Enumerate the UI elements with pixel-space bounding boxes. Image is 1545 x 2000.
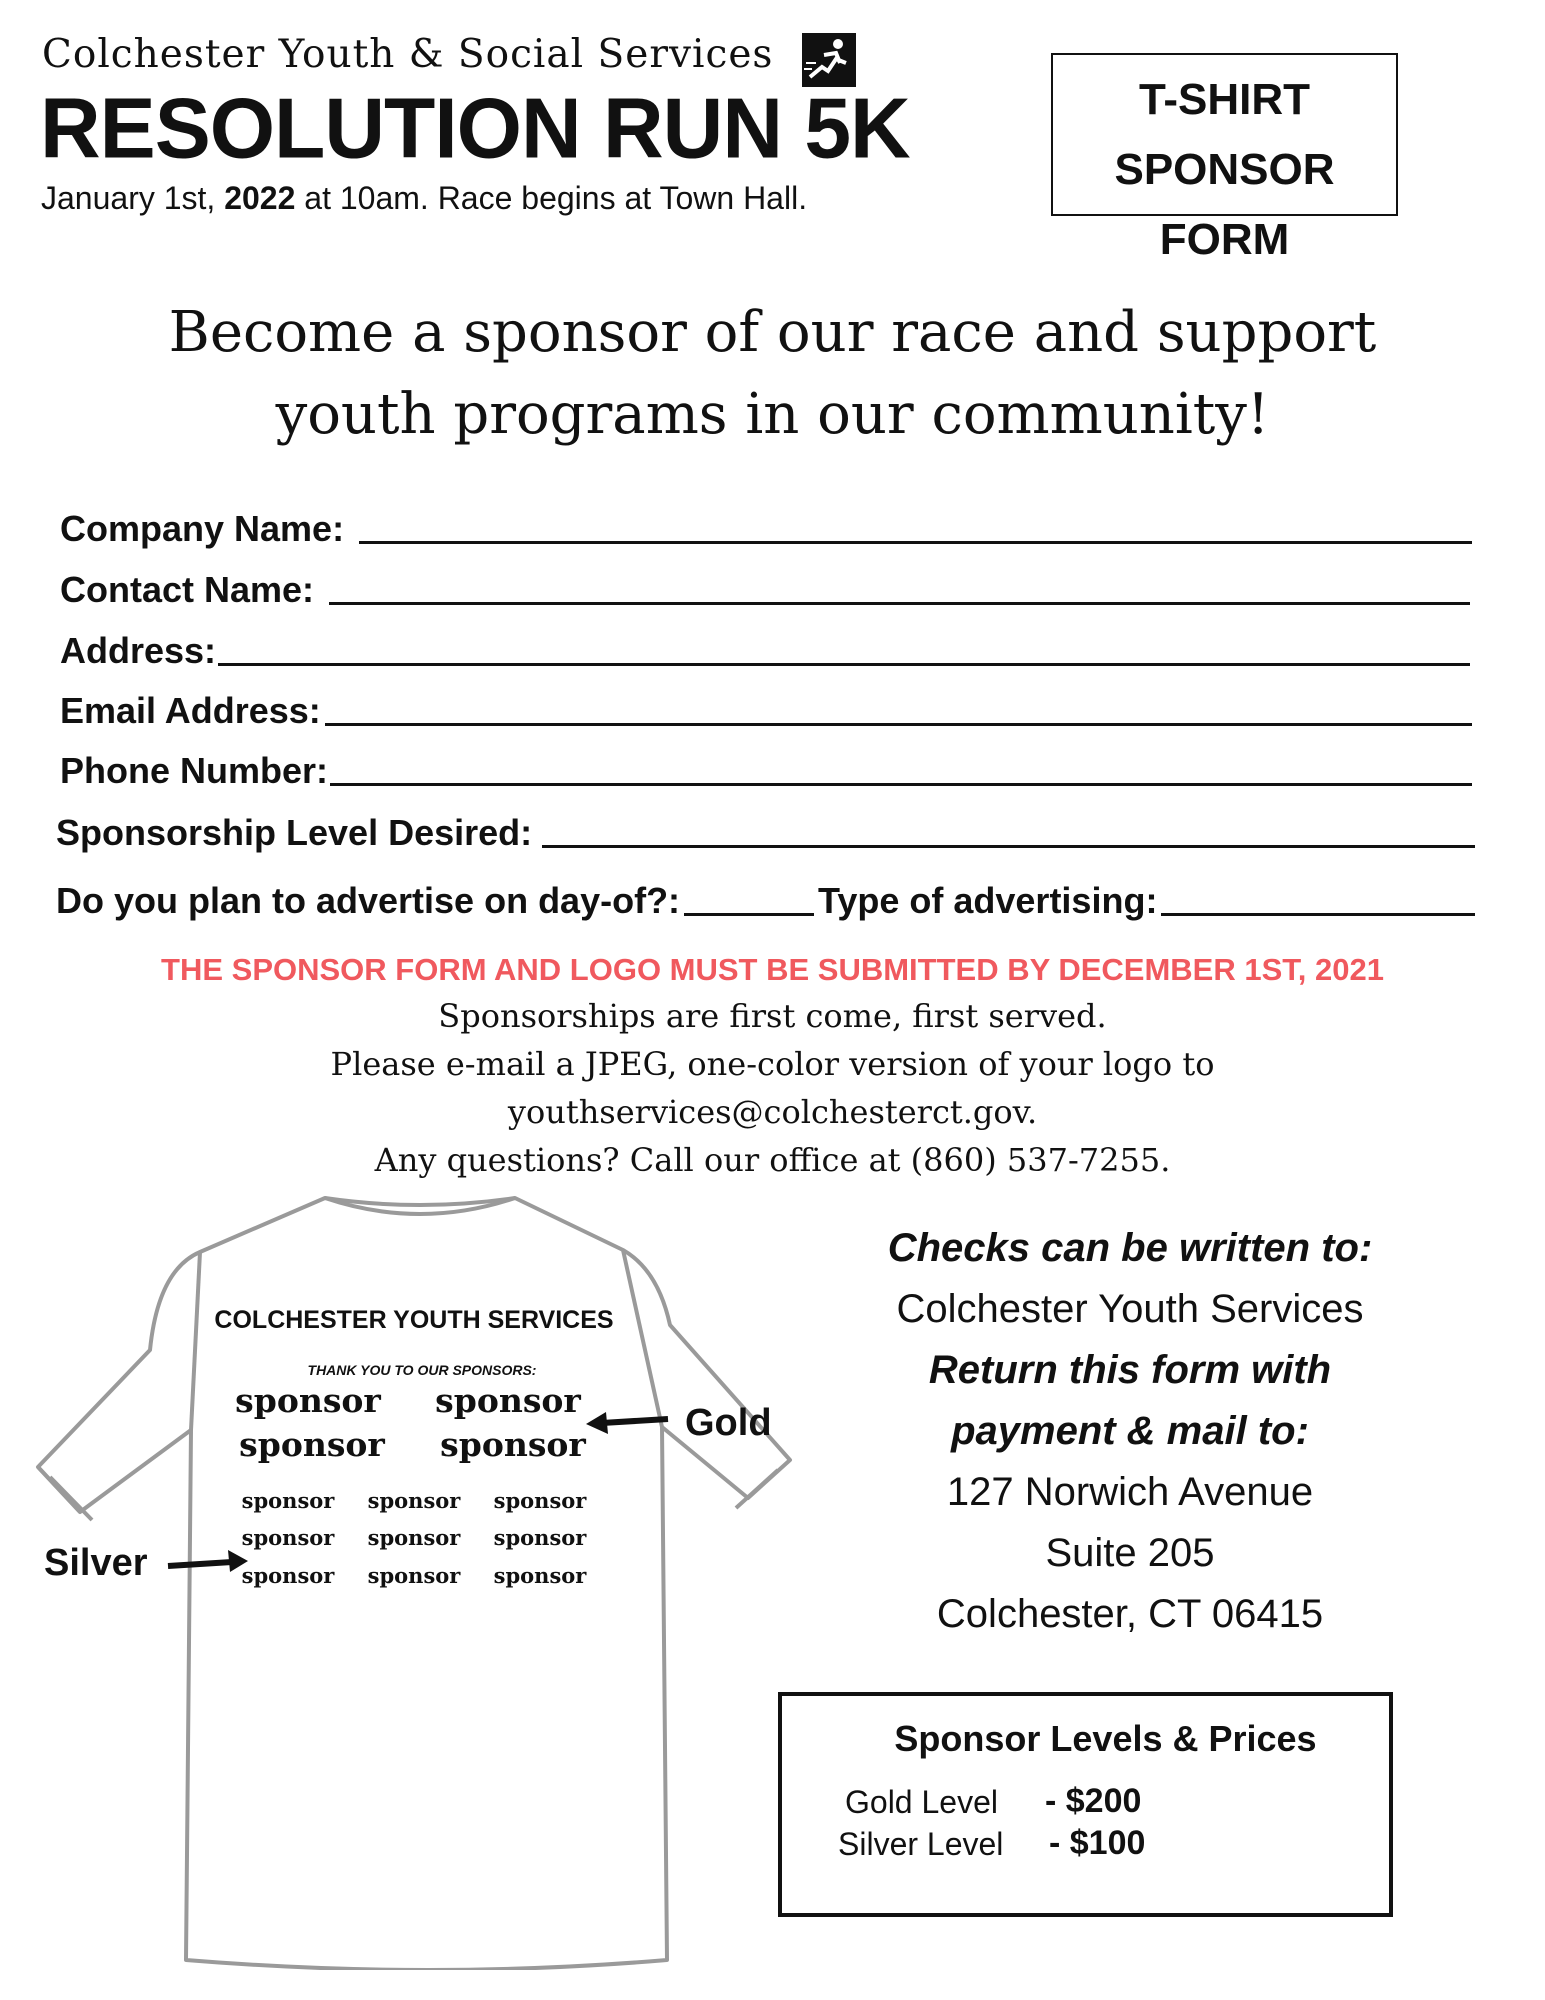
headline [0, 292, 1545, 456]
race-title: RESOLUTION RUN 5K [40, 80, 910, 176]
gold-sponsor-slot: sponsor [440, 1425, 586, 1464]
mail-suite: Suite 205 [1045, 1531, 1215, 1575]
tshirt-left-cuff [38, 1467, 92, 1520]
deadline-notice: THE SPONSOR FORM AND LOGO MUST BE SUBMITTED BY DECEMBER 1ST, 2021 [161, 952, 1384, 987]
silver-sponsor-slot: sponsor [367, 1525, 461, 1550]
sponsorship-level-field [56, 812, 1475, 854]
silver-sponsor-slot: sponsor [493, 1525, 587, 1550]
gold-sponsor-slot: sponsor [239, 1425, 385, 1464]
silver-sponsor-slot: sponsor [493, 1563, 587, 1588]
sponsorship-level-label: Sponsorship Level Desired: [56, 812, 533, 853]
payee: Colchester Youth Services [896, 1287, 1364, 1331]
silver-sponsor-slot: sponsor [241, 1525, 335, 1550]
contact-name-input-line[interactable] [329, 602, 1470, 605]
sponsor-levels-box [778, 1692, 1393, 1917]
gold-sponsor-slot: sponsor [235, 1381, 381, 1420]
info-line2: Please e-mail a JPEG, one-color version of your logo to [330, 1045, 1215, 1083]
company-name-label: Company Name: [60, 508, 345, 549]
advertise-input-line[interactable] [684, 913, 814, 916]
mail-street: 127 Norwich Avenue [946, 1470, 1314, 1514]
shirt-subtitle: THANK YOU TO OUR SPONSORS: [307, 1362, 537, 1378]
email-label: Email Address: [60, 690, 321, 731]
checks-label: Checks can be written to: [887, 1226, 1373, 1270]
silver-sponsor-slot: sponsor [367, 1488, 461, 1513]
levels-title: Sponsor Levels & Prices [894, 1718, 1317, 1759]
address-field [60, 630, 1470, 672]
headline-line2: youth programs in our community! [275, 382, 1270, 447]
mail-city: Colchester, CT 06415 [936, 1592, 1324, 1636]
info-line1: Sponsorships are first come, first served. [438, 997, 1107, 1035]
form-title-line1: T-SHIRT [1138, 75, 1311, 124]
return-line2: payment & mail to: [951, 1409, 1309, 1453]
form-title-line2: SPONSOR FORM [1114, 145, 1335, 264]
date-suffix: at 10am. Race begins at Town Hall. [295, 180, 808, 216]
gold-label: Gold [685, 1402, 772, 1444]
advertising-type-input-line[interactable] [1161, 913, 1475, 916]
info-line3: youthservices@colchesterct.gov. [507, 1093, 1038, 1131]
gold-level-price: - $200 [1045, 1782, 1142, 1820]
address-input-line[interactable] [218, 663, 1470, 666]
tshirt-illustration [30, 1190, 800, 1970]
organization-name: Colchester Youth & Social Services [42, 32, 774, 77]
gold-arrow-icon [586, 1412, 668, 1434]
silver-sponsor-slot: sponsor [493, 1488, 587, 1513]
race-date [41, 180, 807, 217]
email-input-line[interactable] [325, 723, 1472, 726]
advertise-label: Do you plan to advertise on day-of?: [56, 880, 681, 921]
runner-logo-icon [802, 33, 856, 87]
silver-arrow-icon [168, 1550, 248, 1572]
submission-info [0, 992, 1545, 1184]
phone-label: Phone Number: [60, 750, 329, 791]
tshirt-left-seam [191, 1252, 200, 1430]
date-prefix: January 1st, [41, 180, 225, 216]
info-line4: Any questions? Call our office at (860) 537-7255. [374, 1141, 1171, 1179]
payment-instructions [830, 1218, 1430, 1645]
silver-level-price: - $100 [1049, 1824, 1146, 1862]
silver-sponsor-slot: sponsor [367, 1563, 461, 1588]
silver-label: Silver [44, 1542, 148, 1584]
silver-sponsor-slot: sponsor [241, 1488, 335, 1513]
contact-name-label: Contact Name: [60, 569, 315, 610]
date-year: 2022 [224, 180, 296, 216]
phone-input-line[interactable] [330, 783, 1472, 786]
return-line1: Return this form with [928, 1348, 1332, 1392]
silver-level-name: Silver Level [838, 1826, 1004, 1862]
shirt-title: COLCHESTER YOUTH SERVICES [214, 1306, 614, 1334]
headline-line1: Become a sponsor of our race and support [168, 300, 1377, 365]
company-name-input-line[interactable] [359, 541, 1472, 544]
silver-sponsor-slot: sponsor [241, 1563, 335, 1588]
company-name-field [60, 508, 1472, 550]
advertising-type-label: Type of advertising: [818, 880, 1158, 921]
email-field [60, 690, 1472, 732]
phone-field [60, 750, 1472, 792]
sponsorship-level-input-line[interactable] [542, 845, 1475, 848]
tshirt-right-cuff [736, 1470, 778, 1508]
address-label: Address: [60, 630, 217, 671]
advertising-field [56, 880, 1475, 922]
form-title-box [1051, 53, 1398, 264]
tshirt-right-seam [623, 1250, 662, 1427]
gold-level-name: Gold Level [845, 1784, 998, 1820]
contact-name-field [60, 569, 1470, 611]
gold-sponsor-slot: sponsor [435, 1381, 581, 1420]
